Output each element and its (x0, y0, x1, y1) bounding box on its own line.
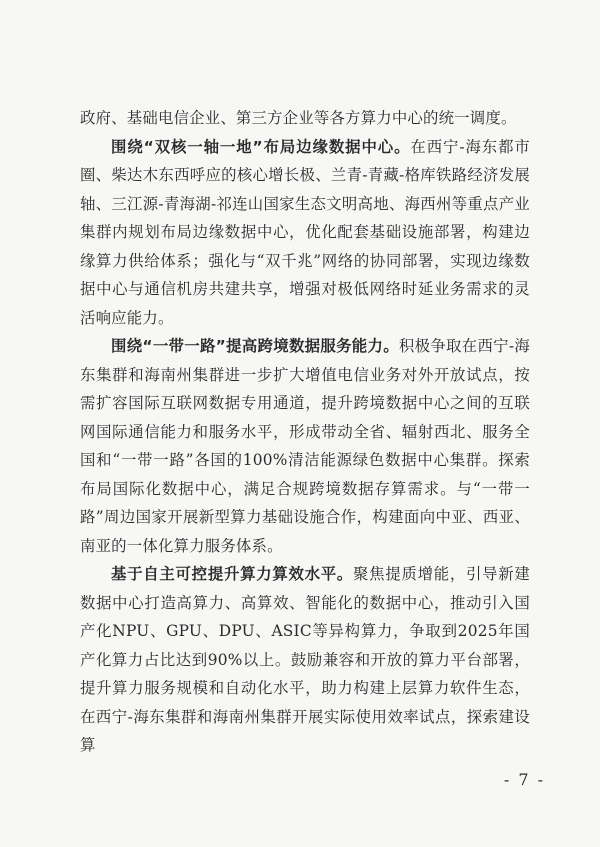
paragraph-4-text: 聚焦提质增能，引导新建数据中心打造高算力、高算效、智能化的数据中心，推动引入国产化NPU、GPU、DPU、ASIC等异构算力，争取到2025年国产化算力占比达到90%以上。鼓励兼容和开放的算力平台部署，提升算力服务规模和自动化水平，助力构建上层算力软件生态，在西宁-海东集群和海南州集群开展实际使用效率试点，探索建设算 (80, 565, 530, 754)
paragraph-2-heading: 围绕“双核一轴一地”布局边缘数据中心。 (111, 137, 411, 156)
page-number: - 7 - (503, 770, 545, 789)
paragraph-3 (80, 332, 530, 560)
paragraph-4 (80, 560, 530, 760)
body-text (80, 104, 530, 760)
paragraph-3-text: 积极争取在西宁-海东集群和海南州集群进一步扩大增值电信业务对外开放试点，按需扩容国际互联网数据专用通道，提升跨境数据中心之间的互联网国际通信能力和服务水平，形成带动全省、辐射西北、服务全国和“一带一路”各国的100%清洁能源绿色数据中心集群。探索布局国际化数据中心，满足合规跨境数据存算需求。与“一带一路”周边国家开展新型算力基础设施合作，构建面向中亚、西亚、南亚的一体化算力服务体系。 (80, 337, 530, 555)
paragraph-3-heading: 围绕“一带一路”提高跨境数据服务能力。 (111, 337, 399, 355)
paragraph-1 (80, 104, 530, 133)
paragraph-2 (80, 133, 530, 333)
paragraph-2-text: 在西宁-海东都市圈、柴达木东西呼应的核心增长极、兰青-青藏-格库铁路经济发展轴、三江源-青海湖-祁连山国家生态文明高地、海西州等重点产业集群内规划布局边缘数据中心，优化配套基础设施部署，构建边缘算力供给体系；强化与“双千兆”网络的协同部署，实现边缘数据中心与通信机房共建共享，增强对极低网络时延业务需求的灵活响应能力。 (80, 137, 530, 327)
paragraph-1-text: 政府、基础电信企业、第三方企业等各方算力中心的统一调度。 (80, 109, 517, 127)
paragraph-4-heading: 基于自主可控提升算力算效水平。 (111, 565, 354, 583)
